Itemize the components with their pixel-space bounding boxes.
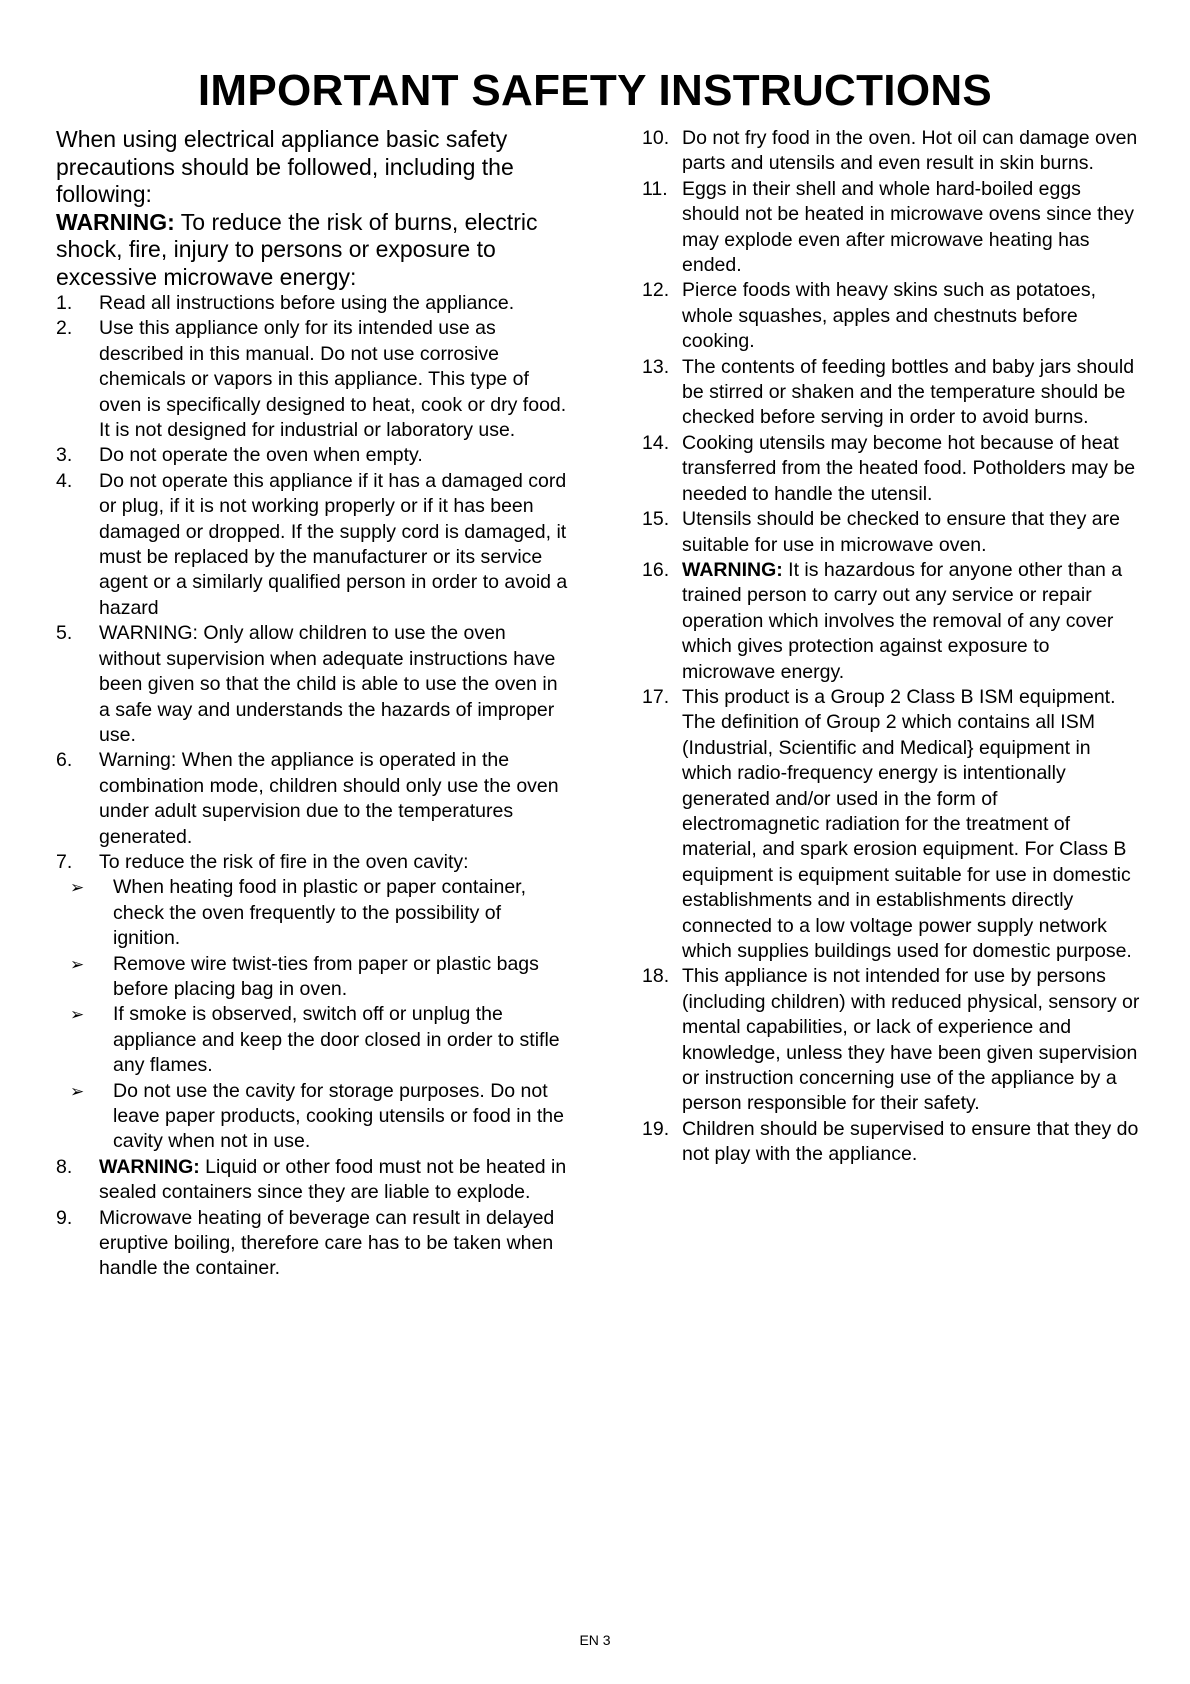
list-item [56,850,571,1155]
item-text: It is hazardous for anyone other than a trained person to carry out any service or repair operation which involves the removal of any cover which gives protection against exposure to microwave energy. [682,558,1123,683]
item-number: 10. [642,127,670,149]
list-item [56,1206,571,1282]
intro-text: When using electrical appliance basic safety precautions should be followed, including the following: [56,126,514,207]
item-number: 11. [642,177,668,200]
item-text: Do not fry food in the oven. Hot oil can damage oven parts and utensils and even result in skin burns. [682,127,1138,175]
item-number: 8. [56,1155,73,1178]
list-item [56,1155,571,1206]
warning-label: WARNING: [56,208,175,235]
item-number: 9. [56,1206,73,1229]
sub-item-text: When heating food in plastic or paper container, check the oven frequently to the possibility of ignition. [113,876,527,950]
item-text: Use this appliance only for its intended use as described in this manual. Do not use corrosive chemicals or vapors in this appliance. This type of oven is specifically designed to heat, cook or dry food. It is not designed for industrial or laboratory use. [99,317,567,442]
item-text: Children should be supervised to ensure that they do not play with the appliance. [682,1117,1139,1166]
list-item [640,355,1140,431]
page-title: IMPORTANT SAFETY INSTRUCTIONS [197,66,993,115]
arrow-bullet-icon: ➢ [70,954,85,974]
list-item [56,291,571,316]
warning-intro [56,209,571,292]
item-number: 14. [642,431,670,454]
item-number: 18. [642,965,670,988]
sub-list-item [69,952,571,1003]
list-item [56,469,571,621]
list-item [640,685,1140,964]
item-number: 15. [642,508,670,531]
list-item [640,431,1140,507]
item-number: 3. [56,444,73,467]
page-number: EN 3 [579,1632,611,1648]
list-item [56,443,571,468]
item-text: WARNING: Only allow children to use the oven without supervision when adequate instructions have been given so that the child is able to use the oven in a safe way and understands the hazards of improper use. [99,622,558,746]
list-item [640,558,1140,685]
item-number: 19. [642,1117,670,1140]
item-text: Do not operate the oven when empty. [99,444,423,467]
item-number: 6. [56,749,73,772]
sub-list-item [69,1079,571,1155]
item-text: Read all instructions before using the appliance. [99,292,515,314]
left-column [56,126,571,1282]
item-text: This appliance is not intended for use by persons (including children) with reduced physical, sensory or mental capabilities, or lack of experience and knowledge, unless they have been given supervision or instruction concerning use of the appliance by a person responsible for their safety. [682,965,1140,1115]
instruction-list-left [56,291,571,1282]
list-item [640,177,1140,279]
sub-item-text: If smoke is observed, switch off or unplug the appliance and keep the door closed in order to stifle any flames. [113,1003,560,1077]
sub-item-text: Remove wire twist-ties from paper or plastic bags before placing bag in oven. [113,952,539,1000]
arrow-bullet-icon: ➢ [70,878,85,898]
warning-text: To reduce the risk of burns, electric shock, fire, injury to persons or exposure to excessive microwave energy: [56,208,538,290]
item-number: 2. [56,317,73,340]
right-column [640,126,1140,1168]
item-number: 12. [642,279,670,302]
list-item [640,507,1140,558]
item-number: 1. [56,292,73,314]
sub-list-item [69,875,571,951]
list-item [640,126,1140,177]
item-text: This product is a Group 2 Class B ISM equipment. The definition of Group 2 which contains all ISM (Industrial, Scientific and Medical} equipment in which radio-frequency energy is intentionally generated and/or used in the form of electromagnetic radiation for the treatment of material, and spark erosion equipment. For Class B equipment is equipment suitable for use in domestic establishments and in establishments directly connected to a low voltage power supply network which supplies buildings used for domestic purpose. [682,685,1132,962]
item-number: 7. [56,850,73,873]
item-text: Pierce foods with heavy skins such as potatoes, whole squashes, apples and chestnuts before cooking. [682,279,1097,353]
arrow-bullet-icon: ➢ [70,1005,85,1025]
list-item [640,964,1140,1116]
list-item [640,278,1140,354]
list-item [56,621,571,748]
item-number: 13. [642,355,670,378]
item-text: Eggs in their shell and whole hard-boiled eggs should not be heated in microwave ovens since they may explode even after microwave heating has ended. [682,177,1135,277]
list-item [56,748,571,850]
item-text: Do not operate this appliance if it has a damaged cord or plug, if it is not working properly or if it has been damaged or dropped. If the supply cord is damaged, it must be replaced by the manufacturer or its service agent or a similarly qualified person in order to avoid a hazard [99,469,568,619]
warning-label: WARNING: [99,1155,200,1178]
instruction-list-right [640,126,1140,1168]
list-item [640,1117,1140,1168]
item-text: The contents of feeding bottles and baby jars should be stirred or shaken and the temperature should be checked before serving in order to avoid burns. [682,355,1135,429]
arrow-bullet-icon: ➢ [70,1081,85,1101]
item-text: Microwave heating of beverage can result in delayed eruptive boiling, therefore care has to be taken when handle the container. [99,1206,555,1280]
item-number: 17. [642,685,670,708]
item-number: 16. [642,558,670,581]
item-number: 5. [56,622,73,645]
warning-label: WARNING: [682,558,783,581]
item-number: 4. [56,469,73,492]
item-text: Cooking utensils may become hot because of heat transferred from the heated food. Potholders may be needed to handle the utensil. [682,431,1136,505]
fire-risk-sublist [69,875,571,1154]
item-text: Liquid or other food must not be heated in sealed containers since they are liable to explode. [99,1155,567,1204]
item-text: Warning: When the appliance is operated in the combination mode, children should only use the oven under adult supervision due to the temperatures generated. [99,749,559,848]
sub-item-text: Do not use the cavity for storage purposes. Do not leave paper products, cooking utensils or food in the cavity when not in use. [113,1079,564,1153]
item-text: To reduce the risk of fire in the oven cavity: [99,850,469,873]
list-item [56,316,571,443]
sub-list-item [69,1002,571,1078]
item-text: Utensils should be checked to ensure that they are suitable for use in microwave oven. [682,508,1120,556]
